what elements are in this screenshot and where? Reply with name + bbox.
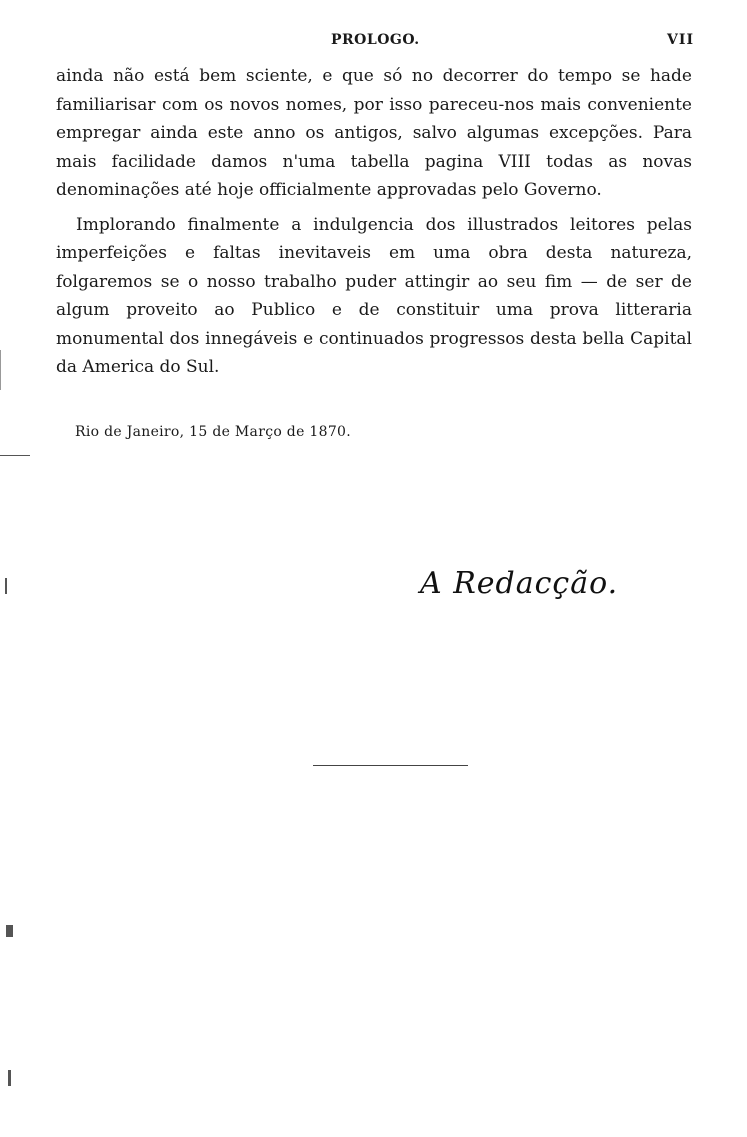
margin-mark: [5, 578, 7, 594]
body-text: [56, 62, 692, 382]
paragraph-1: ainda não está bem sciente, e que só no decorrer do tempo se hade familiarisar com os novos nomes, por isso pareceu-nos mais conveniente empregar ainda este anno os antigos, salvo algumas excepções. Para mais facilidade damos n'uma tabella pagina VIII todas as novas denominações até hoje officialmente approvadas pelo Governo.: [56, 66, 692, 200]
dateline: Rio de Janeiro, 15 de Março de 1870.: [75, 424, 351, 440]
margin-mark: [8, 1070, 11, 1086]
running-head: [56, 32, 694, 54]
margin-mark: [6, 925, 13, 937]
margin-mark: [0, 350, 1, 390]
margin-mark: [0, 455, 30, 456]
closing-rule: [313, 765, 468, 766]
running-title: PROLOGO.: [331, 32, 420, 48]
paragraph-2: Implorando finalmente a indulgencia dos illustrados leitores pelas imperfeições e faltas inevitaveis em uma obra desta natureza, folgaremos se o nosso trabalho puder attingir ao seu fim — de ser de algum proveito ao Publico e de constituir uma prova litteraria monumental dos innegáveis e continuados progressos desta bella Capital da America do Sul.: [56, 214, 692, 377]
signature: A Redacção.: [420, 566, 619, 601]
page-number: VII: [667, 32, 694, 48]
